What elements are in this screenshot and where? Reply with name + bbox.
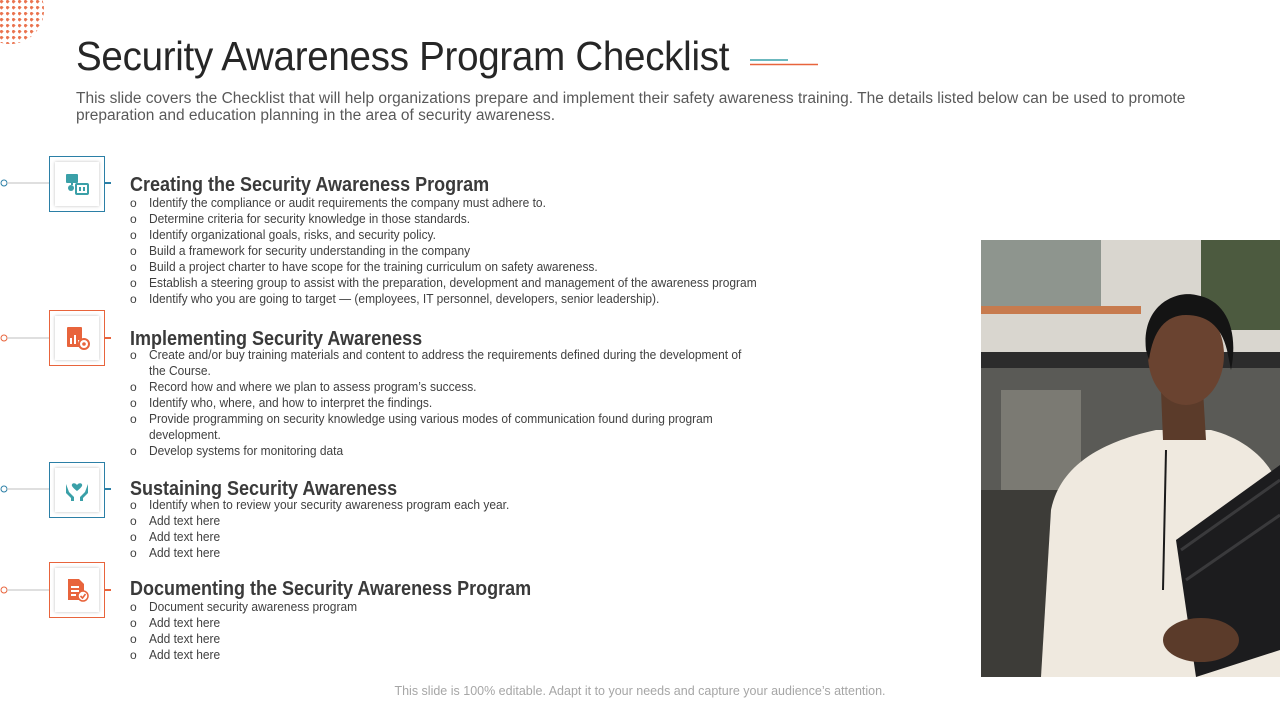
section-icon-box (49, 462, 105, 518)
bullet-item: o Add text here (130, 529, 790, 545)
bullet-item: o Build a project charter to have scope for the training curriculum on safety awareness. (130, 259, 790, 275)
bullet-item: o Create and/or buy training materials and content to address the requirements defined during the development of the Course. (130, 347, 790, 379)
bullet-item: o Record how and where we plan to assess program’s success. (130, 379, 790, 395)
network-pc-icon (63, 170, 91, 198)
professional-woman-photo (981, 240, 1280, 677)
section-bullet-list (130, 195, 790, 307)
bullet-item: o Determine criteria for security knowledge in those standards. (130, 211, 790, 227)
bullet-item: o Establish a steering group to assist with the preparation, development and management of the awareness program (130, 275, 790, 291)
section-bullet-list (130, 347, 790, 459)
bullet-item: o Develop systems for monitoring data (130, 443, 790, 459)
title-accent-lines (750, 58, 820, 68)
section-heading: Implementing Security Awareness (130, 328, 423, 350)
section-icon-box (49, 156, 105, 212)
bullet-item: o Identify who, where, and how to interpret the findings. (130, 395, 790, 411)
document-gear-icon (63, 324, 91, 352)
section-bullet-list (130, 497, 790, 561)
bullet-item: o Identify when to review your security awareness program each year. (130, 497, 790, 513)
bullet-item: o Add text here (130, 647, 790, 663)
corner-dot-pattern (0, 0, 44, 44)
section-heading: Creating the Security Awareness Program (130, 174, 490, 196)
bullet-item: o Add text here (130, 545, 790, 561)
bullet-item: o Identify who you are going to target — (employees, IT personnel, developers, senior leadership). (130, 291, 790, 307)
bullet-item: o Build a framework for security understanding in the company (130, 243, 790, 259)
bullet-item: o Add text here (130, 631, 790, 647)
bullet-item: o Add text here (130, 513, 790, 529)
section-icon-box (49, 310, 105, 366)
bullet-item: o Document security awareness program (130, 599, 790, 615)
bullet-item: o Add text here (130, 615, 790, 631)
document-check-icon (63, 576, 91, 604)
section-bullet-list (130, 599, 790, 663)
page-title: Security Awareness Program Checklist (76, 33, 730, 79)
page-subtitle: This slide covers the Checklist that will help organizations prepare and implement their safety awareness training. The details listed below can be used to promote preparation and education planning in the area of security awareness. (76, 90, 1186, 124)
bullet-item: o Identify organizational goals, risks, and security policy. (130, 227, 790, 243)
section-heading: Sustaining Security Awareness (130, 478, 398, 500)
footer-note: This slide is 100% editable. Adapt it to your needs and capture your audience’s attention. (394, 684, 886, 698)
section-icon-box (49, 562, 105, 618)
hands-heart-icon (63, 476, 91, 504)
section-heading: Documenting the Security Awareness Program (130, 578, 532, 600)
bullet-item: o Identify the compliance or audit requirements the company must adhere to. (130, 195, 790, 211)
bullet-item: o Provide programming on security knowledge using various modes of communication found during program development. (130, 411, 790, 443)
